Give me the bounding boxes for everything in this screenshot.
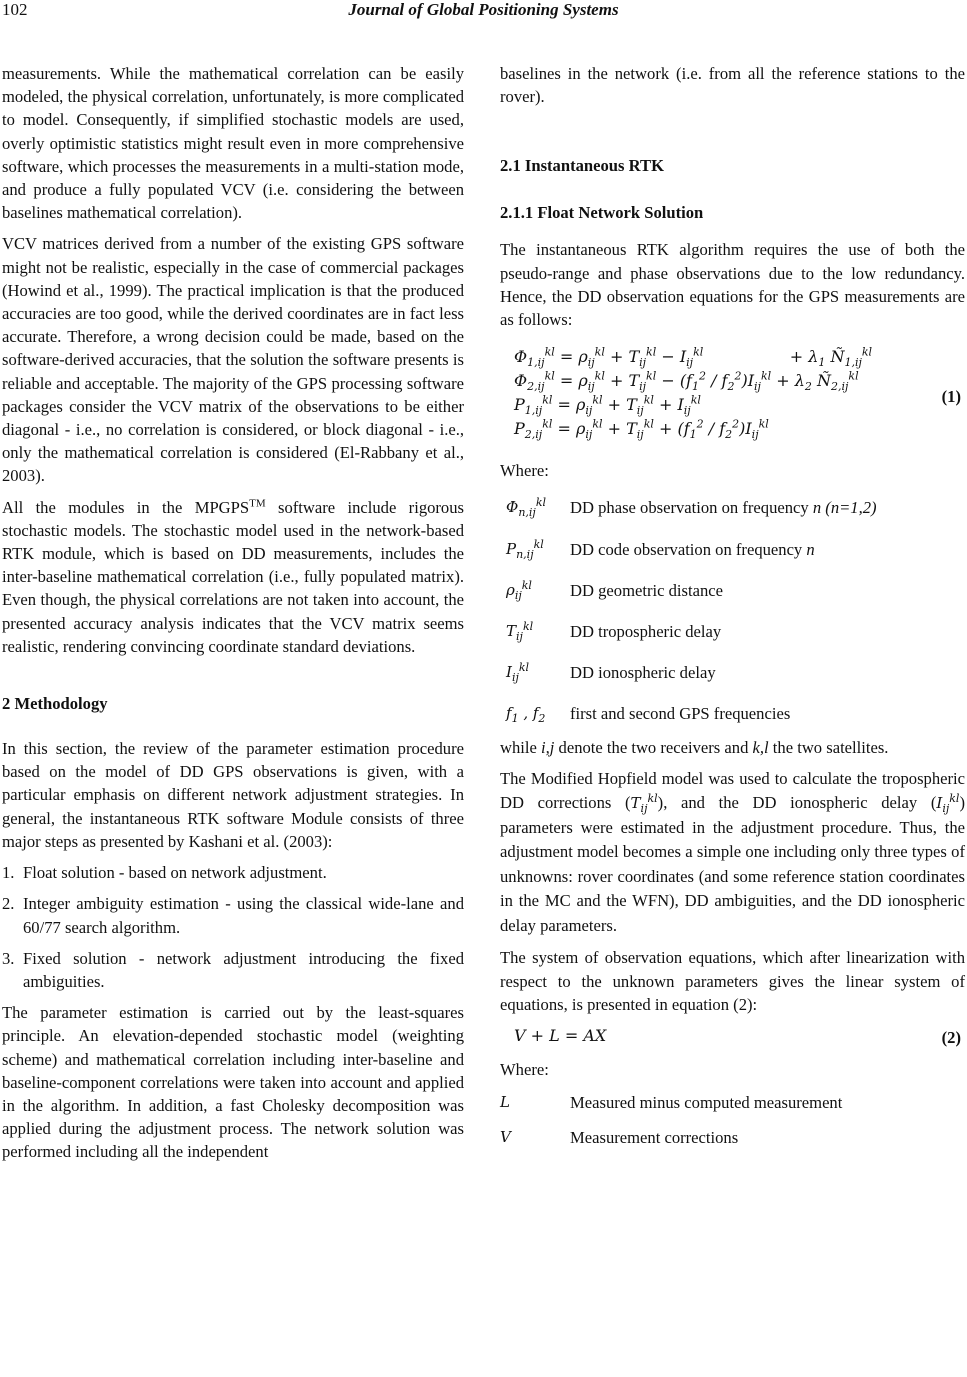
- paragraph: The Modified Hopfield model was used to calculate the tropospheric DD corrections $(T_{ij}^{kl})$, and the DD ionospheric delay $(I_{ij}^{kl})$ parameters were estimated in the adjustment procedure. Thus, the adjustment model becomes a simple one including only three types of unknowns: rover coordinates (and some reference station coordinates in the MC and the WFN), DD ambiguities, and the DD ionospheric delay parameters.: [500, 768, 965, 935]
- paragraph: The parameter estimation is carried out by the least-squares principle. An elevation-depended stochastic model (weighting scheme) and mathematical correlation including inter-baseline and baseline-component correlations were taken into account and applied in the algorithm. In addition, a fast Cholesky decomposition was applied during the adjustment process. The network solution was performed including all the independent: [2, 1003, 464, 1162]
- symbol: L: [500, 1093, 510, 1112]
- definition: DD phase observation on frequency n (n=1,2): [570, 498, 877, 518]
- paragraph: while i,j denote the two receivers and k,l the two satellites.: [500, 737, 889, 757]
- list-item: 2. Integer ambiguity estimation - using the classical wide-lane and 60/77 search algorithm.: [2, 894, 464, 937]
- where-label: Where:: [500, 1059, 549, 1079]
- right-column: [500, 62, 965, 1160]
- paragraph: baselines in the network (i.e. from all the reference stations to the rover).: [500, 64, 965, 107]
- paragraph: All the modules in the MPGPS™ software include rigorous stochastic models. The stochastic model used in the network-based RTK module, which is based on DD measurements, includes the inter-baseline mathematical correlation (i.e., fully populated matrix). Even though, the physical correlations are not taken into account, the presented accuracy analysis indicates that the VCV matrix seems realistic, rendering convincing coordinate standard deviations.: [2, 497, 464, 656]
- subsection-heading: 2.1 Instantaneous RTK: [500, 156, 665, 176]
- definition: Measurement corrections: [570, 1128, 739, 1148]
- definition: DD ionospheric delay: [570, 663, 716, 683]
- page-number: 102: [2, 0, 28, 19]
- list-item: 1. Float solution - based on network adjustment.: [2, 863, 327, 883]
- definition: Measured minus computed measurement: [570, 1093, 843, 1113]
- definitions-list: [500, 1091, 965, 1149]
- paragraph: The system of observation equations, which after linearization with respect to the unknown parameters gives the linear system of equations, is presented in equation (2):: [500, 948, 965, 1014]
- equation-1: $\Phi_{1,ij}^{kl} = \rho_{ij}^{kl} + T_{ij}^{kl} - I_{ij}^{kl}$ + $\lambda_1$ $Ñ_{1,ij}^{kl}$ $\Phi_{2,ij}^{kl} = \rho_{ij}^{kl} + T_{ij}^{kl} - (f_1^2 / f_2^2)I_{ij}^{kl} + \lambda_2$ $Ñ_{2,ij}^{kl}$ $P_{1,ij}^{kl} = \rho_{ij}^{kl} + T_{ij}^{kl} + I_{ij}^{kl}$ $P_{2,ij}^{kl} = \rho_{ij}^{kl} + T_{ij}^{kl} + (f_1^2 / f_2^2)I_{ij}^{kl}$ (1): [514, 345, 961, 442]
- paragraph: The instantaneous RTK algorithm requires the use of both the pseudo-range and phase observations due to the low redundancy. Hence, the DD observation equations for the GPS measurements are as follows:: [500, 240, 965, 330]
- equation-number: (2): [941, 1027, 961, 1047]
- equation-number: (1): [941, 387, 961, 407]
- list-item: 3. Fixed solution - network adjustment introducing the fixed ambiguities.: [2, 948, 464, 991]
- definition: DD code observation on frequency n: [570, 539, 815, 559]
- definitions-list: [500, 496, 965, 725]
- where-label: Where:: [500, 461, 549, 481]
- page-header: [0, 0, 967, 30]
- symbol: $\Phi_{n,ij}^{kl}$: [506, 496, 547, 520]
- symbol: $I_{ij}^{kl}$: [506, 661, 530, 685]
- symbol: $\rho_{ij}^{kl}$: [506, 578, 532, 602]
- symbol: V: [500, 1128, 511, 1147]
- symbol: $f_1$ , $f_2$: [506, 704, 546, 726]
- definition: first and second GPS frequencies: [570, 704, 791, 724]
- paragraph: measurements. While the mathematical correlation can be easily modeled, the physical correlation, unfortunately, is more complicated to model. Consequently, if simplified stochastic models are used, overly optimistic statistics might result even in more comprehensive software, which processes the measurements in a multi-station mode, and produce a fully populated VCV (i.e. considering the between baselines mathematical correlation).: [2, 64, 464, 223]
- section-heading: 2 Methodology: [2, 694, 108, 714]
- equation-2: V + L = AX (2): [500, 1024, 965, 1058]
- symbol: $T_{ij}^{kl}$: [506, 620, 534, 644]
- symbol: $P_{n,ij}^{kl}$: [506, 537, 544, 561]
- paragraph: VCV matrices derived from a number of the existing GPS software might not be realistic, especially in the case of commercial packages (Howind et al., 1999). The practical implication is that the produced accuracies are too good, while the derived coordinates are in fact less accurate. Therefore, a wrong decision could be made, based on the software-derived accuracies, that the solution the software presents is reliable and acceptable. The majority of the GPS processing software packages consider the VCV matrix of the observations to be either diagonal - i.e., no correlation is considered, or block diagonal - i.e., only the mathematical correlation is considered (El-Rabbany et al., 2003).: [2, 234, 464, 486]
- definition: DD geometric distance: [570, 580, 723, 600]
- paragraph: In this section, the review of the parameter estimation procedure based on the model of DD GPS observations is given, with a particular emphasis on different network adjustment strategies. In general, the instantaneous RTK software Module consists of three major steps as presented by Kashani et al. (2003):: [2, 739, 464, 851]
- left-column: [2, 62, 464, 1172]
- subsubsection-heading: 2.1.1 Float Network Solution: [500, 203, 704, 223]
- journal-title: Journal of Global Positioning Systems: [348, 0, 619, 19]
- definition: DD tropospheric delay: [570, 622, 722, 642]
- steps-list: [2, 861, 464, 993]
